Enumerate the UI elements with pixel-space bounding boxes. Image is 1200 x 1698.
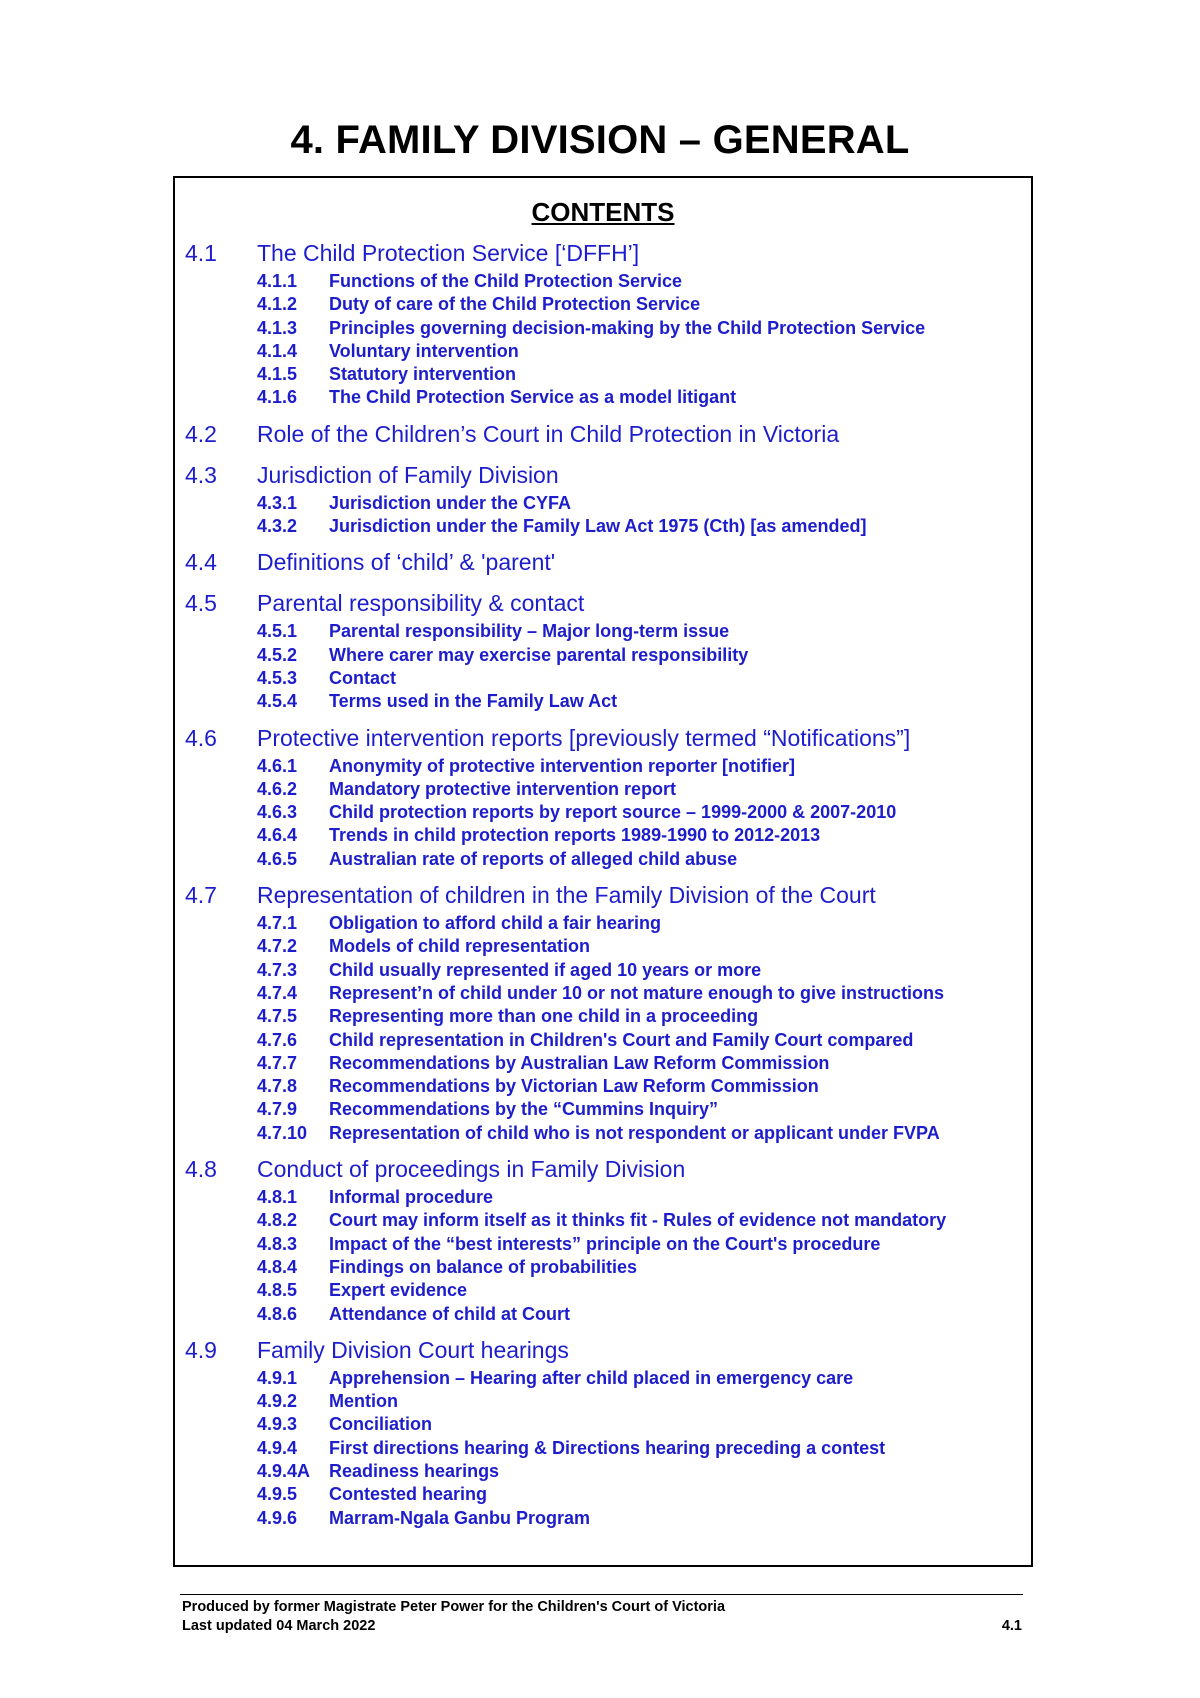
toc-subsection-link[interactable] xyxy=(175,935,1031,958)
toc-subsection-number: 4.5.4 xyxy=(257,691,298,712)
toc-subsection-link[interactable] xyxy=(175,1122,1031,1145)
toc-subsection-number: 4.9.2 xyxy=(257,1391,298,1412)
toc-subsection-number: 4.3.1 xyxy=(257,492,298,513)
toc-subsection-link[interactable] xyxy=(175,1233,1031,1256)
toc-subsection-title: Conciliation xyxy=(329,1414,432,1435)
contents-heading: CONTENTS xyxy=(531,197,675,227)
footer-last-updated: Last updated 04 March 2022 xyxy=(182,1618,376,1634)
toc-section xyxy=(175,238,1031,410)
toc-subsection-link[interactable] xyxy=(175,1052,1031,1075)
table-of-contents xyxy=(173,176,1033,1567)
toc-subsection-title: Voluntary intervention xyxy=(329,340,519,361)
toc-subsection-list xyxy=(175,1186,1031,1326)
toc-subsection-number: 4.7.4 xyxy=(257,982,298,1003)
toc-subsection-number: 4.8.6 xyxy=(257,1303,298,1324)
footer-bottom-row xyxy=(182,1617,1022,1635)
toc-subsection-number: 4.1.2 xyxy=(257,294,298,315)
toc-subsection-title: Principles governing decision-making by the Child Protection Service xyxy=(329,317,926,338)
toc-subsection-number: 4.7.5 xyxy=(257,1006,298,1027)
toc-subsection-title: Impact of the “best interests” principle on the Court's procedure xyxy=(329,1233,881,1254)
toc-subsection-link[interactable] xyxy=(175,1483,1031,1506)
toc-subsection-link[interactable] xyxy=(175,363,1031,386)
toc-subsection-title: Child representation in Children's Court and Family Court compared xyxy=(329,1029,914,1050)
toc-subsection-number: 4.3.2 xyxy=(257,516,298,537)
toc-section xyxy=(175,1154,1031,1326)
toc-subsection-number: 4.9.3 xyxy=(257,1414,298,1435)
toc-subsection-link[interactable] xyxy=(175,270,1031,293)
toc-section xyxy=(175,1335,1031,1530)
toc-subsection-link[interactable] xyxy=(175,1098,1031,1121)
toc-subsection-link[interactable] xyxy=(175,317,1031,340)
toc-subsection-link[interactable] xyxy=(175,1437,1031,1460)
toc-subsection-number: 4.1.1 xyxy=(257,271,298,291)
toc-section-link[interactable] xyxy=(175,1335,1031,1365)
toc-section-title: Protective intervention reports [previously termed “Notifications”] xyxy=(257,724,911,751)
toc-subsection-link[interactable] xyxy=(175,848,1031,871)
toc-subsection-title: Contested hearing xyxy=(329,1484,488,1505)
toc-subsection-link[interactable] xyxy=(175,778,1031,801)
toc-section-number: 4.9 xyxy=(185,1336,217,1363)
toc-subsection-number: 4.1.6 xyxy=(257,387,298,408)
toc-subsection-number: 4.9.6 xyxy=(257,1507,298,1528)
toc-section-number: 4.4 xyxy=(185,549,217,576)
toc-subsection-title: The Child Protection Service as a model litigant xyxy=(329,387,737,408)
toc-subsection-link[interactable] xyxy=(175,1209,1031,1232)
toc-subsection-title: Mandatory protective intervention report xyxy=(329,778,677,799)
toc-section-link[interactable] xyxy=(175,238,1031,268)
toc-subsection-list xyxy=(175,620,1031,713)
toc-subsection-link[interactable] xyxy=(175,1460,1031,1483)
toc-subsection-number: 4.9.4A xyxy=(257,1460,311,1481)
toc-subsection-title: Findings on balance of probabilities xyxy=(329,1256,638,1277)
toc-subsection-number: 4.7.1 xyxy=(257,913,298,934)
toc-section-number: 4.2 xyxy=(185,420,217,447)
toc-subsection-link[interactable] xyxy=(175,644,1031,667)
toc-section-title: Parental responsibility & contact xyxy=(257,590,585,617)
toc-subsection-number: 4.6.3 xyxy=(257,802,298,823)
toc-subsection-title: Contact xyxy=(329,667,396,688)
footer-credit: Produced by former Magistrate Peter Power for the Children's Court of Victoria xyxy=(182,1599,726,1615)
toc-subsection-link[interactable] xyxy=(175,1390,1031,1413)
toc-subsection-link[interactable] xyxy=(175,1005,1031,1028)
toc-subsection-number: 4.1.5 xyxy=(257,364,298,385)
toc-subsection-number: 4.6.5 xyxy=(257,848,298,869)
toc-section-link[interactable] xyxy=(175,419,1031,449)
page-title: 4. FAMILY DIVISION – GENERAL xyxy=(290,118,910,162)
toc-section-number: 4.5 xyxy=(185,590,217,617)
toc-subsection-title: Where carer may exercise parental responsibility xyxy=(329,644,749,665)
toc-subsection-number: 4.7.8 xyxy=(257,1076,298,1097)
toc-subsection-number: 4.7.2 xyxy=(257,936,298,957)
toc-section-link[interactable] xyxy=(175,547,1031,577)
toc-subsection-number: 4.8.5 xyxy=(257,1280,298,1301)
toc-subsection-number: 4.9.1 xyxy=(257,1367,298,1388)
toc-subsection-list xyxy=(175,270,1031,410)
toc-subsection-link[interactable] xyxy=(175,492,1031,515)
toc-subsection-title: Functions of the Child Protection Service xyxy=(329,271,683,291)
toc-section-link[interactable] xyxy=(175,1154,1031,1184)
toc-subsection-number: 4.9.5 xyxy=(257,1484,298,1505)
toc-subsection-link[interactable] xyxy=(175,1029,1031,1052)
toc-subsection-number: 4.6.1 xyxy=(257,755,298,776)
toc-subsection-number: 4.8.3 xyxy=(257,1233,298,1254)
toc-subsection-title: Models of child representation xyxy=(329,936,591,957)
toc-subsection-number: 4.5.3 xyxy=(257,667,298,688)
toc-subsection-number: 4.6.2 xyxy=(257,778,298,799)
toc-subsection-title: Recommendations by Australian Law Reform Commission xyxy=(329,1052,830,1073)
toc-section-number: 4.7 xyxy=(185,882,217,909)
toc-section-number: 4.8 xyxy=(185,1156,217,1183)
toc-subsection-link[interactable] xyxy=(175,1303,1031,1326)
toc-section-title: The Child Protection Service [‘DFFH’] xyxy=(257,240,640,266)
toc-subsection-title: Mention xyxy=(329,1391,398,1412)
toc-subsection-number: 4.5.2 xyxy=(257,644,298,665)
toc-subsection-title: Representation of child who is not respondent or applicant under FVPA xyxy=(329,1122,940,1143)
toc-subsection-number: 4.8.4 xyxy=(257,1256,298,1277)
toc-section xyxy=(175,588,1031,713)
toc-section-title: Role of the Children’s Court in Child Protection in Victoria xyxy=(257,420,840,447)
footer-page-number: 4.1 xyxy=(1001,1618,1022,1634)
toc-section-title: Definitions of ‘child’ & 'parent' xyxy=(257,549,556,576)
toc-subsection-number: 4.8.2 xyxy=(257,1210,298,1231)
toc-subsection-title: Child protection reports by report source – 1999-2000 & 2007-2010 xyxy=(329,802,897,823)
toc-section xyxy=(175,547,1031,577)
toc-subsection-title: Represent’n of child under 10 or not mature enough to give instructions xyxy=(329,982,945,1003)
toc-subsection-title: Readiness hearings xyxy=(329,1460,500,1481)
toc-subsection-link[interactable] xyxy=(175,1367,1031,1390)
toc-section-title: Representation of children in the Family Division of the Court xyxy=(257,882,876,909)
toc-subsection-link[interactable] xyxy=(175,340,1031,363)
toc-section xyxy=(175,460,1031,539)
toc-section-title: Family Division Court hearings xyxy=(257,1336,569,1363)
toc-subsection-link[interactable] xyxy=(175,667,1031,690)
toc-list xyxy=(175,238,1031,1530)
toc-subsection-number: 4.7.10 xyxy=(257,1122,308,1143)
toc-subsection-link[interactable] xyxy=(175,755,1031,778)
toc-subsection-title: Jurisdiction under the Family Law Act 1975 (Cth) [as amended] xyxy=(329,516,867,537)
toc-subsection-number: 4.7.7 xyxy=(257,1052,298,1073)
toc-subsection-title: Terms used in the Family Law Act xyxy=(329,691,618,712)
toc-subsection-title: Expert evidence xyxy=(329,1280,468,1301)
toc-section xyxy=(175,419,1031,449)
toc-subsection-list xyxy=(175,1367,1031,1530)
footer-divider xyxy=(180,1594,1023,1595)
toc-section-link[interactable] xyxy=(175,723,1031,753)
toc-subsection-number: 4.7.6 xyxy=(257,1029,298,1050)
toc-subsection-title: Parental responsibility – Major long-term issue xyxy=(329,621,730,642)
toc-subsection-title: Statutory intervention xyxy=(329,364,517,385)
toc-subsection-title: Anonymity of protective intervention reporter [notifier] xyxy=(329,755,796,776)
toc-subsection-link[interactable] xyxy=(175,982,1031,1005)
toc-section-link[interactable] xyxy=(175,880,1031,910)
toc-subsection-link[interactable] xyxy=(175,620,1031,643)
toc-subsection-number: 4.8.1 xyxy=(257,1187,298,1208)
toc-section xyxy=(175,880,1031,1145)
toc-subsection-number: 4.7.9 xyxy=(257,1099,298,1120)
toc-section-number: 4.3 xyxy=(185,461,217,488)
toc-section-link[interactable] xyxy=(175,588,1031,618)
toc-subsection-link[interactable] xyxy=(175,386,1031,409)
toc-subsection-number: 4.7.3 xyxy=(257,959,298,980)
toc-section-link[interactable] xyxy=(175,460,1031,490)
toc-subsection-title: Recommendations by the “Cummins Inquiry” xyxy=(329,1099,719,1120)
toc-subsection-title: Attendance of child at Court xyxy=(329,1303,571,1324)
toc-subsection-number: 4.6.4 xyxy=(257,825,298,846)
toc-subsection-number: 4.5.1 xyxy=(257,621,298,642)
toc-subsection-link[interactable] xyxy=(175,1256,1031,1279)
toc-subsection-title: Child usually represented if aged 10 years or more xyxy=(329,959,762,980)
toc-subsection-title: Court may inform itself as it thinks fit - Rules of evidence not mandatory xyxy=(329,1210,947,1231)
toc-subsection-title: Duty of care of the Child Protection Service xyxy=(329,294,701,315)
toc-subsection-title: Australian rate of reports of alleged child abuse xyxy=(329,848,738,869)
toc-section-title: Conduct of proceedings in Family Division xyxy=(257,1156,686,1183)
toc-subsection-title: Jurisdiction under the CYFA xyxy=(329,492,572,513)
toc-subsection-link[interactable] xyxy=(175,690,1031,713)
toc-section-number: 4.1 xyxy=(185,240,217,266)
toc-subsection-title: Obligation to afford child a fair hearing xyxy=(329,913,662,934)
toc-subsection-title: Apprehension – Hearing after child placed in emergency care xyxy=(329,1367,854,1388)
toc-subsection-link[interactable] xyxy=(175,801,1031,824)
toc-section xyxy=(175,723,1031,871)
toc-subsection-title: Representing more than one child in a proceeding xyxy=(329,1006,759,1027)
toc-subsection-link[interactable] xyxy=(175,912,1031,935)
toc-subsection-link[interactable] xyxy=(175,515,1031,538)
toc-subsection-title: Informal procedure xyxy=(329,1187,494,1208)
toc-subsection-link[interactable] xyxy=(175,1413,1031,1436)
toc-subsection-title: Trends in child protection reports 1989-1990 to 2012-2013 xyxy=(329,825,821,846)
toc-subsection-list xyxy=(175,912,1031,1145)
toc-subsection-link[interactable] xyxy=(175,1507,1031,1530)
toc-section-title: Jurisdiction of Family Division xyxy=(257,461,559,488)
toc-subsection-title: First directions hearing & Directions hearing preceding a contest xyxy=(329,1437,886,1458)
toc-subsection-link[interactable] xyxy=(175,1186,1031,1209)
toc-section-number: 4.6 xyxy=(185,724,217,751)
toc-subsection-title: Marram-Ngala Ganbu Program xyxy=(329,1507,591,1528)
toc-subsection-link[interactable] xyxy=(175,293,1031,316)
toc-subsection-number: 4.1.3 xyxy=(257,317,298,338)
toc-subsection-link[interactable] xyxy=(175,1279,1031,1302)
toc-subsection-number: 4.1.4 xyxy=(257,340,298,361)
toc-subsection-title: Recommendations by Victorian Law Reform Commission xyxy=(329,1076,819,1097)
toc-subsection-link[interactable] xyxy=(175,824,1031,847)
toc-subsection-list xyxy=(175,492,1031,539)
toc-subsection-list xyxy=(175,755,1031,871)
toc-subsection-link[interactable] xyxy=(175,1075,1031,1098)
toc-subsection-number: 4.9.4 xyxy=(257,1437,298,1458)
toc-subsection-link[interactable] xyxy=(175,959,1031,982)
